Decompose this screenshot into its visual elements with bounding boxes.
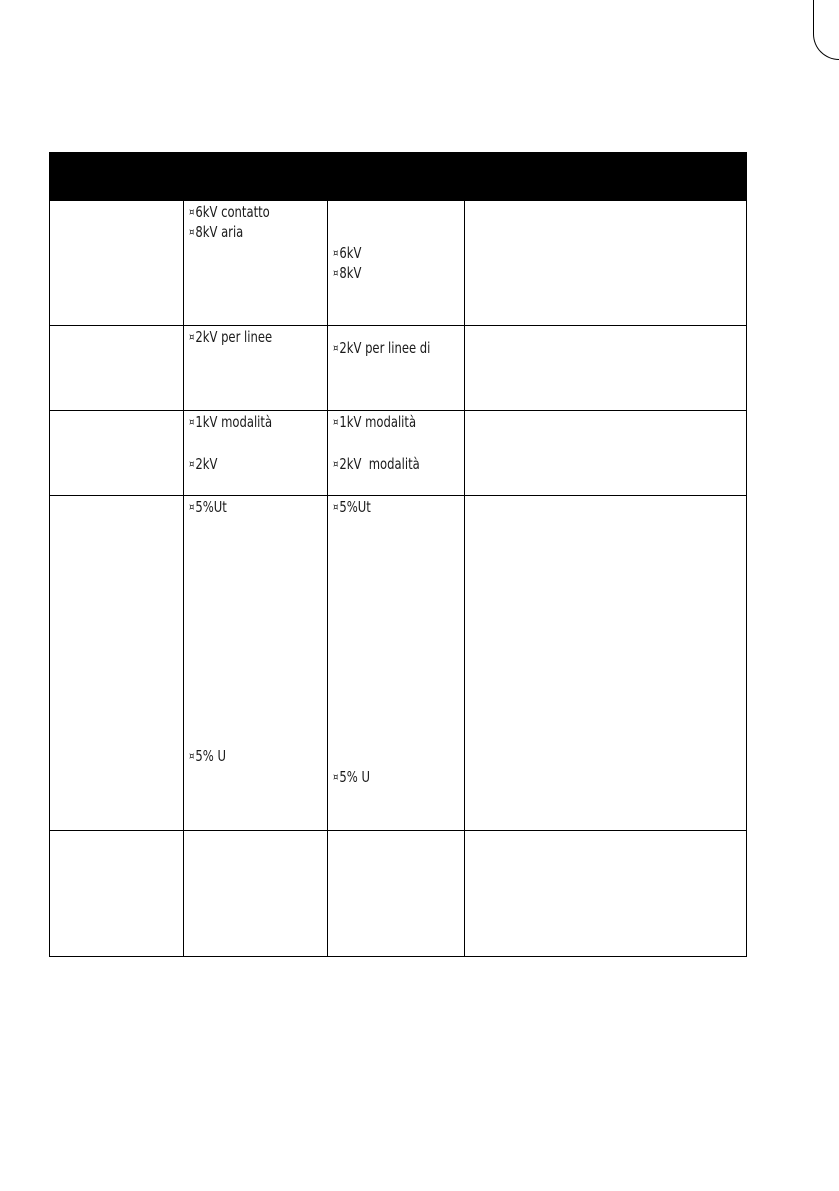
table-row bbox=[50, 200, 746, 325]
row-label-cell bbox=[50, 201, 184, 325]
row-label-cell bbox=[50, 831, 184, 956]
table-row bbox=[50, 325, 746, 410]
list-item: ¤6kV contatto bbox=[189, 203, 270, 221]
table-row bbox=[50, 495, 746, 830]
table-header bbox=[50, 152, 746, 200]
test-value-cell bbox=[327, 831, 465, 956]
specs-table bbox=[49, 152, 747, 957]
list-item: ¤2kV modalità bbox=[333, 455, 420, 473]
limit-cell bbox=[183, 201, 328, 325]
test-value-cell bbox=[327, 201, 465, 325]
list-item: ¤5%Ut bbox=[333, 498, 371, 516]
notes-cell bbox=[464, 411, 746, 495]
row-label-cell bbox=[50, 326, 184, 410]
list-item: ¤8kV bbox=[333, 264, 362, 282]
list-item: ¤8kV aria bbox=[189, 223, 244, 241]
test-value-cell bbox=[327, 326, 465, 410]
list-item: ¤1kV modalità bbox=[333, 413, 417, 431]
page-corner-mark bbox=[813, 0, 839, 60]
list-item: ¤6kV bbox=[333, 244, 362, 262]
limit-cell bbox=[183, 831, 328, 956]
list-item: ¤5% U bbox=[189, 747, 226, 765]
table-row bbox=[50, 410, 746, 495]
list-item: ¤2kV per linee di bbox=[333, 339, 431, 357]
notes-cell bbox=[464, 201, 746, 325]
table-row bbox=[50, 830, 746, 956]
notes-cell bbox=[464, 496, 746, 830]
list-item: ¤2kV bbox=[189, 455, 218, 473]
notes-cell bbox=[464, 831, 746, 956]
list-item: ¤2kV per linee bbox=[189, 328, 273, 346]
limit-cell bbox=[183, 326, 328, 410]
test-value-cell bbox=[327, 411, 465, 495]
list-item: ¤5% U bbox=[333, 768, 370, 786]
row-label-cell bbox=[50, 411, 184, 495]
list-item: ¤1kV modalità bbox=[189, 413, 273, 431]
row-label-cell bbox=[50, 496, 184, 830]
limit-cell bbox=[183, 496, 328, 830]
limit-cell bbox=[183, 411, 328, 495]
list-item: ¤5%Ut bbox=[189, 498, 227, 516]
test-value-cell bbox=[327, 496, 465, 830]
notes-cell bbox=[464, 326, 746, 410]
